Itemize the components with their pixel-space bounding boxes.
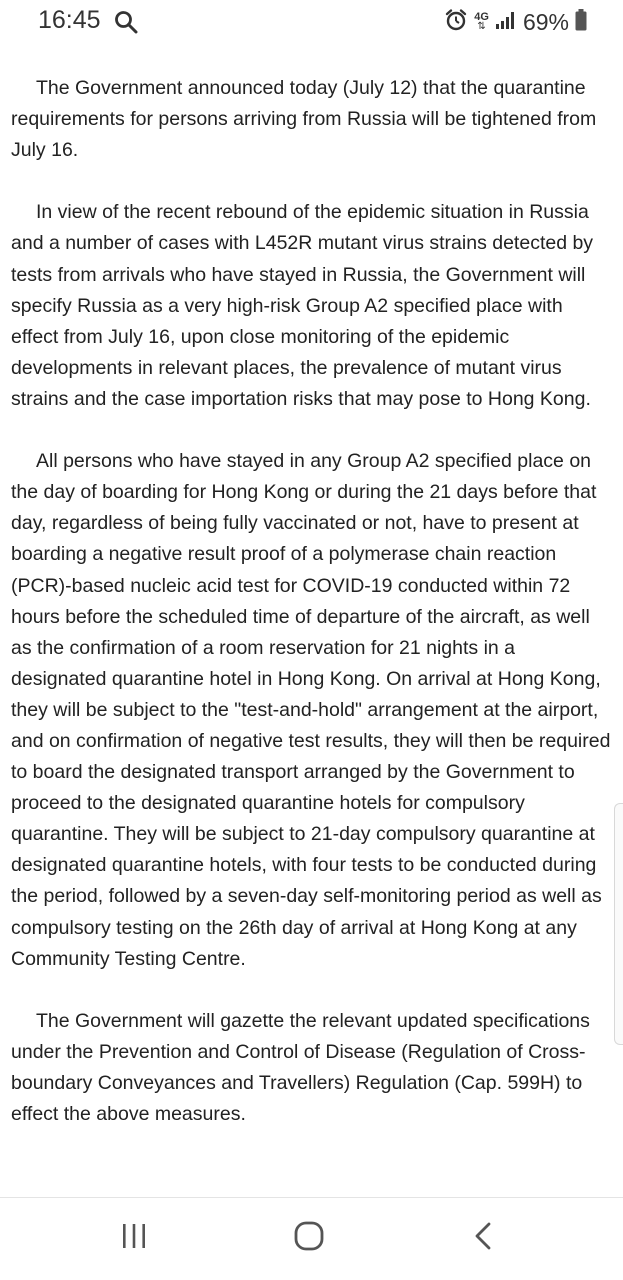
scroll-handle[interactable] bbox=[614, 803, 623, 1045]
recent-apps-icon bbox=[119, 1222, 149, 1255]
network-label: 4G bbox=[474, 11, 489, 23]
article-body bbox=[11, 73, 615, 1161]
article-paragraph: In view of the recent rebound of the epidemic situation in Russia and a number of cases with L452R mutant virus strains detected by tests from arrivals who have stayed in Russia, the Government will specify Russia as a very high-risk Group A2 specified place with effect from July 16, upon close monitoring of the epidemic developments in relevant places, the prevalence of mutant virus strains and the case importation risks that may pose to Hong Kong. bbox=[11, 201, 594, 410]
search-icon bbox=[114, 10, 138, 34]
signal-icon bbox=[495, 10, 517, 35]
status-time: 16:45 bbox=[38, 6, 101, 34]
alarm-icon bbox=[444, 8, 468, 37]
back-button[interactable] bbox=[461, 1220, 505, 1256]
article-paragraph: The Government announced today (July 12) that the quarantine requirements for persons arriving from Russia will be tightened from July 16. bbox=[11, 77, 597, 162]
battery-percent: 69% bbox=[522, 8, 569, 35]
recent-apps-button[interactable] bbox=[112, 1220, 156, 1256]
home-button[interactable] bbox=[287, 1220, 331, 1256]
home-icon bbox=[294, 1221, 324, 1256]
back-icon bbox=[471, 1221, 495, 1256]
article-paragraph: The Government will gazette the relevant updated specifications under the Prevention and Control of Disease (Regulation of Cross-boundary Conveyances and Travellers) Regulation (Cap. 599H) to effect the above measures. bbox=[11, 1009, 590, 1126]
data-arrows-icon: ⇅ bbox=[477, 21, 486, 32]
battery-icon bbox=[575, 9, 587, 36]
status-indicators bbox=[444, 8, 587, 36]
status-bar bbox=[0, 0, 623, 48]
article-paragraph: All persons who have stayed in any Group A2 specified place on the day of boarding for Hong Kong or during the 21 days before that day, regardless of being fully vaccinated or not, have to present at boarding a negative result proof of a polymerase chain reaction (PCR)-based nucleic acid test for COVID-19 conducted within 72 hours before the scheduled time of departure of the aircraft, as well as the confirmation of a room reservation for 21 nights in a designated quarantine hotel in Hong Kong. On arrival at Hong Kong, they will be subject to the "test-and-hold" arrangement at the airport, and on confirmation of negative test results, they will then be required to board the designated transport arranged by the Government to proceed to the designated quarantine hotels for compulsory quarantine. They will be subject to 21-day compulsory quarantine at designated quarantine hotels, with four tests to be conducted during the period, followed by a seven-day self-monitoring period as well as compulsory testing on the 26th day of arrival at Hong Kong at any Community Testing Centre. bbox=[11, 450, 611, 970]
navigation-bar bbox=[0, 1198, 623, 1280]
network-type bbox=[474, 12, 489, 32]
